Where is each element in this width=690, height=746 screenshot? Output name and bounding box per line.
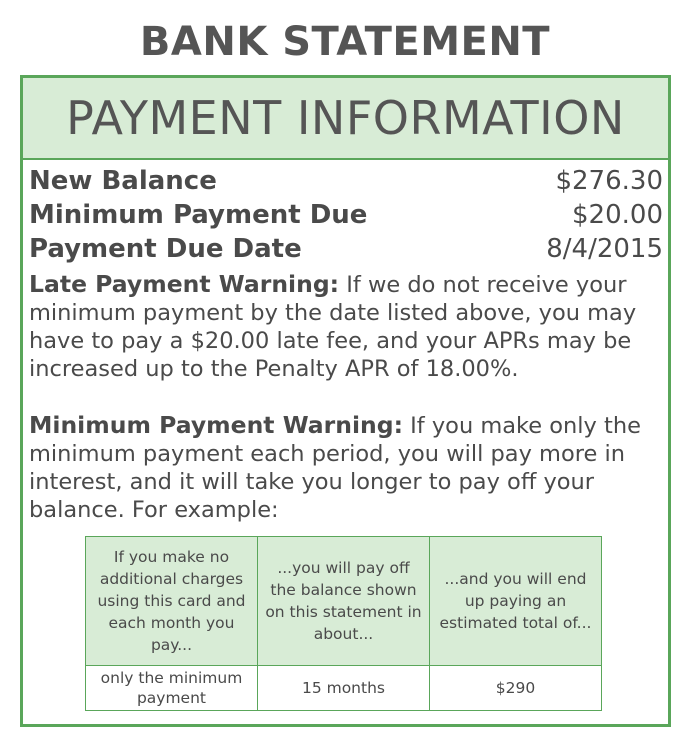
late-payment-warning-label: Late Payment Warning: (29, 270, 340, 298)
table-row (86, 666, 602, 711)
due-date-value: 8/4/2015 (546, 234, 663, 264)
table-cell: $290 (429, 666, 601, 711)
minimum-payment-warning-label: Minimum Payment Warning: (29, 411, 403, 439)
due-date-row (29, 232, 663, 266)
new-balance-label: New Balance (29, 166, 217, 196)
table-header: ...and you will end up paying an estimated total of... (429, 537, 601, 666)
minimum-payment-label: Minimum Payment Due (29, 200, 368, 230)
table-cell: 15 months (257, 666, 429, 711)
table-header-row (86, 537, 602, 666)
example-table (85, 536, 602, 711)
minimum-payment-value: $20.00 (572, 200, 663, 230)
minimum-payment-warning (29, 411, 665, 524)
minimum-payment-row (29, 198, 663, 232)
panel-header: PAYMENT INFORMATION (23, 78, 668, 160)
minimum-payment-warning-text: If you make only the minimum payment each period, you will pay more in interest, and it will take you longer to pay off your balance. For example: (29, 413, 641, 523)
table-header: ...you will pay off the balance shown on this statement in about... (257, 537, 429, 666)
new-balance-value: $276.30 (555, 166, 663, 196)
late-payment-warning (29, 270, 665, 383)
table-header: If you make no additional charges using this card and each month you pay... (86, 537, 258, 666)
page-title: BANK STATEMENT (139, 19, 551, 65)
due-date-label: Payment Due Date (29, 234, 302, 264)
payment-information-panel (20, 75, 671, 727)
late-payment-warning-text: If we do not receive your minimum payment by the date listed above, you may have to pay a $20.00 late fee, and your APRs may be increased up to the Penalty APR of 18.00%. (29, 272, 637, 382)
table-cell: only the minimum payment (86, 666, 258, 711)
new-balance-row (29, 164, 663, 198)
